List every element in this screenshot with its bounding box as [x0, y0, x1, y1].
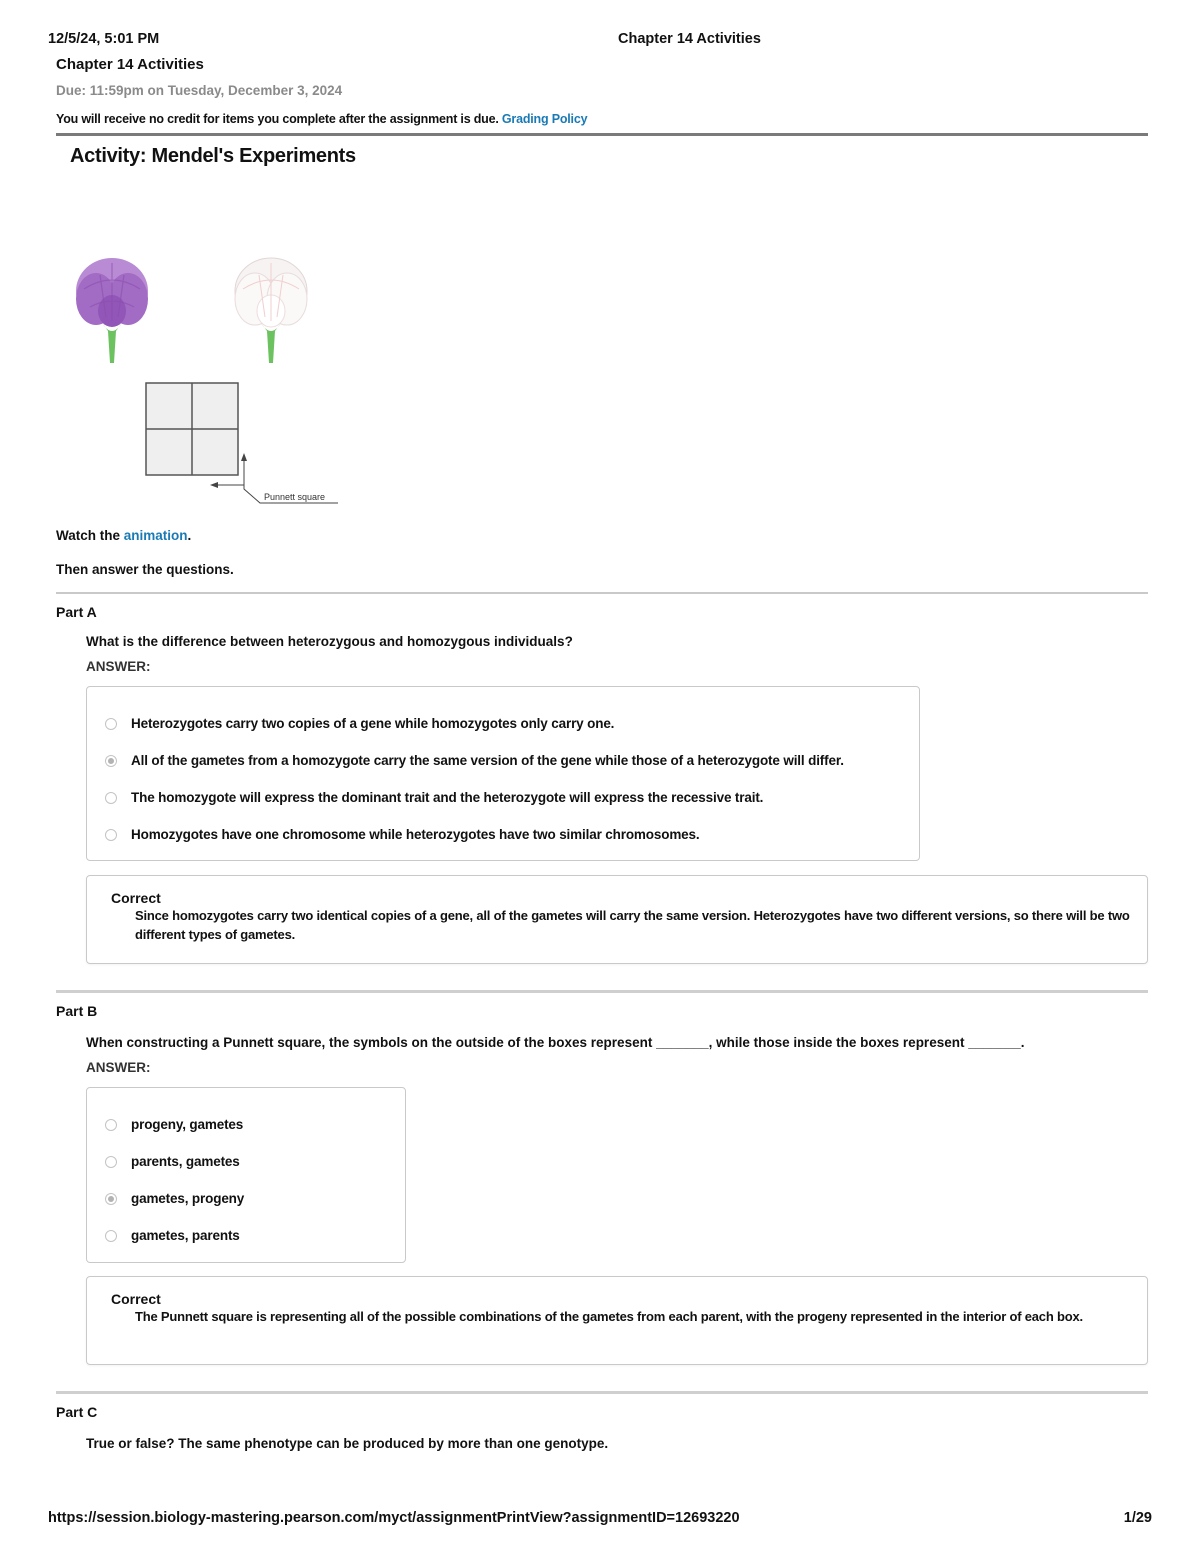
feedback-text: Since homozygotes carry two identical copies of a gene, all of the gametes will carry the same version. Heterozygotes have two different versions, so there will be two different types of gametes. [135, 908, 1130, 942]
answer-choice[interactable] [105, 1180, 405, 1217]
due-date: Due: 11:59pm on Tuesday, December 3, 2024 [56, 83, 343, 98]
part-label: Part B [56, 1003, 98, 1019]
divider [56, 990, 1148, 993]
part-a [56, 604, 1148, 964]
page-number: 1/29 [1123, 1510, 1152, 1526]
answer-label: ANSWER: [86, 1060, 151, 1075]
choice-label: Heterozygotes carry two copies of a gene while homozygotes only carry one. [131, 716, 615, 731]
answer-choice[interactable] [105, 1143, 405, 1180]
question-text: When constructing a Punnett square, the symbols on the outside of the boxes represent _______, while those inside the boxes represent _______. [86, 1035, 1025, 1050]
part-label: Part A [56, 604, 97, 620]
print-url: https://session.biology-mastering.pearson.com/myct/assignmentPrintView?assignmentID=12693220 [48, 1510, 740, 1526]
grading-policy-link[interactable]: Grading Policy [501, 112, 588, 126]
pointer-arrow-left [210, 482, 218, 488]
feedback-box [86, 875, 1148, 964]
radio-button[interactable] [105, 1156, 117, 1168]
choice-label: progeny, gametes [131, 1117, 244, 1132]
late-notice-text: You will receive no credit for items you complete after the assignment is due. [56, 112, 499, 126]
question-text: What is the difference between heterozygous and homozygous individuals? [86, 634, 573, 649]
choice-label: gametes, parents [131, 1228, 240, 1243]
divider [56, 592, 1148, 594]
assignment-content [56, 56, 1148, 1451]
answer-choice[interactable] [105, 1106, 405, 1143]
answer-choice[interactable] [105, 779, 919, 816]
pointer-arrow-up [241, 453, 247, 461]
print-datetime: 12/5/24, 5:01 PM [48, 31, 160, 47]
answer-choice[interactable] [105, 705, 919, 742]
divider [56, 133, 1148, 136]
white-flower-image [231, 251, 311, 366]
then-answer-text: Then answer the questions. [56, 562, 234, 577]
feedback-box [86, 1276, 1148, 1365]
radio-button[interactable] [105, 718, 117, 730]
white-flower-stem [261, 323, 281, 363]
choice-label: Homozygotes have one chromosome while heterozygotes have two similar chromosomes. [131, 827, 700, 842]
answer-choice[interactable] [105, 1217, 405, 1254]
watch-suffix: . [187, 528, 192, 543]
print-doc-title: Chapter 14 Activities [618, 31, 761, 47]
radio-button[interactable] [105, 829, 117, 841]
answer-choices [86, 1087, 406, 1263]
white-petals [235, 258, 307, 327]
purple-petals [76, 258, 148, 327]
punnett-square-label: Punnett square [264, 492, 326, 502]
choice-label: gametes, progeny [131, 1191, 245, 1206]
part-label: Part C [56, 1404, 98, 1420]
feedback-title: Correct [111, 1291, 161, 1307]
part-c [56, 1404, 1148, 1451]
assignment-title: Chapter 14 Activities [56, 56, 204, 73]
watch-prefix: Watch the [56, 528, 120, 543]
activity-title: Activity: Mendel's Experiments [70, 145, 356, 167]
answer-choice[interactable] [105, 816, 919, 853]
purple-flower-image [72, 251, 152, 366]
radio-button[interactable] [105, 1230, 117, 1242]
answer-choices [86, 686, 920, 861]
divider [56, 1391, 1148, 1394]
radio-button-selected[interactable] [105, 755, 117, 767]
answer-choice[interactable] [105, 742, 919, 779]
feedback-text: The Punnett square is representing all of the possible combinations of the gametes from each parent, with the progeny represented in the interior of each box. [135, 1309, 1083, 1324]
punnett-square-diagram [136, 381, 356, 506]
part-b [56, 1003, 1148, 1365]
activity-figure [56, 171, 1148, 526]
question-text: True or false? The same phenotype can be produced by more than one genotype. [86, 1436, 609, 1451]
answer-label: ANSWER: [86, 659, 151, 674]
feedback-title: Correct [111, 890, 161, 906]
choice-label: All of the gametes from a homozygote carry the same version of the gene while those of a heterozygote will differ. [131, 753, 844, 768]
watch-line [56, 528, 1148, 546]
radio-button[interactable] [105, 1119, 117, 1131]
radio-button-selected[interactable] [105, 1193, 117, 1205]
instructions [56, 528, 1148, 580]
animation-link[interactable]: animation [123, 528, 188, 543]
print-footer [48, 1510, 1152, 1528]
choice-label: parents, gametes [131, 1154, 240, 1169]
purple-flower-stem [102, 323, 122, 363]
late-notice [56, 112, 1148, 130]
choice-label: The homozygote will express the dominant trait and the heterozygote will express the recessive trait. [131, 790, 764, 805]
radio-button[interactable] [105, 792, 117, 804]
print-header [48, 31, 1152, 49]
